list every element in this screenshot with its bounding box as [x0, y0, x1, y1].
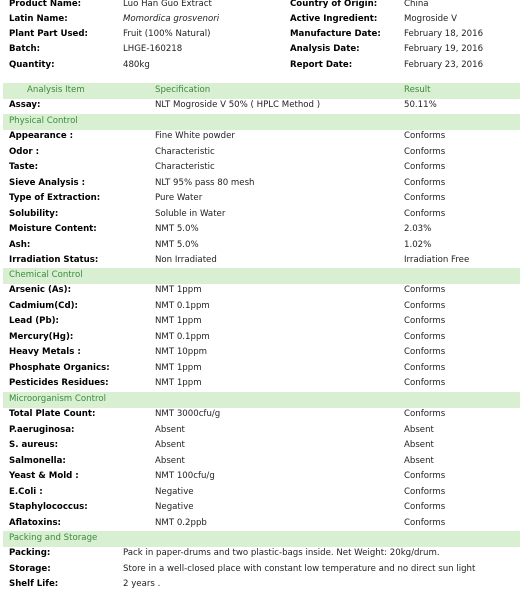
row-label: Moisture Content: — [9, 224, 97, 234]
row-result: 1.02% — [404, 239, 432, 250]
section-title-microorganism: Microorganism Control — [9, 394, 106, 404]
row-specification: NMT 5.0% — [155, 224, 199, 234]
table-row — [3, 129, 520, 145]
row-specification: Negative — [155, 486, 194, 497]
column-header-specification: Specification — [155, 85, 211, 95]
table-row — [3, 454, 520, 470]
row-label: P.aeruginosa: — [9, 424, 75, 435]
row-specification: NMT 1ppm — [155, 316, 202, 326]
row-specification: NMT 1ppm — [155, 378, 202, 388]
row-result: Conforms — [404, 331, 446, 342]
table-row — [3, 376, 520, 392]
header-row-5 — [3, 58, 520, 74]
row-label: Packing: — [9, 548, 51, 558]
analysis-date-value: February 19, 2016 — [404, 44, 484, 54]
table-row — [3, 145, 520, 161]
row-specification: Soluble in Water — [155, 208, 226, 219]
row-result: Conforms — [404, 177, 446, 188]
active-ingredient-label: Active Ingredient: — [290, 14, 378, 24]
row-label: Irradiation Status: — [9, 255, 99, 265]
row-label: Total Plate Count: — [9, 409, 96, 419]
product-name-value: Luo Han Guo Extract — [123, 0, 212, 9]
row-label: Odor : — [9, 146, 40, 157]
row-specification: NMT 10ppm — [155, 347, 208, 357]
row-specification: NMT 0.1ppm — [155, 331, 210, 342]
row-specification: NMT 3000cfu/g — [155, 409, 221, 419]
row-specification: Pure Water — [155, 193, 203, 203]
column-header-item: Analysis Item — [27, 85, 85, 95]
header-row-3 — [3, 27, 520, 43]
row-specification: Absent — [155, 455, 185, 466]
manufacture-date-label: Manufacture Date: — [290, 29, 381, 39]
column-header-result: Result — [404, 85, 431, 95]
row-label: Type of Extraction: — [9, 193, 101, 203]
assay-specification: NLT Mogroside V 50% ( HPLC Method ) — [155, 100, 321, 110]
table-row — [3, 469, 520, 485]
row-label: Ash: — [9, 239, 31, 250]
row-specification: NMT 0.1ppm — [155, 300, 210, 311]
table-row — [3, 577, 520, 593]
table-row — [3, 546, 520, 562]
row-result: Conforms — [404, 517, 446, 528]
assay-row — [3, 98, 520, 114]
row-specification: NMT 1ppm — [155, 362, 202, 373]
table-row — [3, 423, 520, 439]
header-row-2 — [3, 12, 520, 28]
row-result: Conforms — [404, 362, 446, 373]
table-row — [3, 345, 520, 361]
active-ingredient-value: Mogroside V — [404, 14, 457, 24]
row-result: Conforms — [404, 409, 446, 419]
analysis-date-label: Analysis Date: — [290, 44, 360, 54]
row-specification: NLT 95% pass 80 mesh — [155, 177, 255, 188]
row-text: Store in a well-closed place with constant low temperature and no direct sun light — [123, 563, 476, 574]
section-title-physical: Physical Control — [9, 116, 78, 126]
row-label: Cadmium(Cd): — [9, 300, 78, 311]
row-text: 2 years . — [123, 579, 161, 589]
row-result: Conforms — [404, 162, 446, 172]
assay-result: 50.11% — [404, 100, 437, 110]
assay-label: Assay: — [9, 100, 41, 110]
row-label: Mercury(Hg): — [9, 331, 74, 342]
row-specification: Fine White powder — [155, 131, 235, 141]
table-row — [3, 500, 520, 516]
table-row — [3, 160, 520, 176]
table-row — [3, 438, 520, 454]
section-packing-storage — [3, 531, 520, 547]
section-microorganism-control — [3, 392, 520, 408]
row-label: Pesticides Residues: — [9, 378, 109, 388]
table-row — [3, 407, 520, 423]
row-label: Lead (Pb): — [9, 316, 59, 326]
row-result: Absent — [404, 455, 434, 466]
row-result: Conforms — [404, 502, 446, 512]
batch-label: Batch: — [9, 44, 41, 54]
table-row — [3, 314, 520, 330]
latin-name-label: Latin Name: — [9, 14, 68, 24]
origin-value: China — [404, 0, 429, 9]
row-specification: Characteristic — [155, 146, 215, 157]
row-label: E.Coli : — [9, 486, 43, 497]
manufacture-date-value: February 18, 2016 — [404, 29, 484, 39]
table-row — [3, 361, 520, 377]
row-result: Conforms — [404, 131, 446, 141]
row-result: Conforms — [404, 486, 446, 497]
report-date-value: February 23, 2016 — [404, 60, 484, 70]
table-row — [3, 176, 520, 192]
product-name-label: Product Name: — [9, 0, 82, 9]
table-row — [3, 485, 520, 501]
table-row — [3, 562, 520, 578]
row-label: Taste: — [9, 162, 39, 172]
row-specification: NMT 5.0% — [155, 239, 199, 250]
row-specification: Absent — [155, 440, 185, 450]
report-date-label: Report Date: — [290, 60, 353, 70]
row-label: Staphylococcus: — [9, 502, 88, 512]
plant-part-label: Plant Part Used: — [9, 29, 88, 39]
table-row — [3, 253, 520, 269]
origin-label: Country of Origin: — [290, 0, 378, 9]
row-label: Yeast & Mold : — [9, 471, 79, 481]
row-specification: Non Irradiated — [155, 255, 217, 265]
row-result: Conforms — [404, 146, 446, 157]
section-title-packing: Packing and Storage — [9, 533, 98, 543]
row-result: Conforms — [404, 471, 446, 481]
table-row — [3, 191, 520, 207]
quantity-label: Quantity: — [9, 60, 55, 70]
row-specification: Characteristic — [155, 162, 215, 172]
row-result: Conforms — [404, 316, 446, 326]
row-result: Absent — [404, 440, 434, 450]
table-row — [3, 283, 520, 299]
header-row-1 — [3, 0, 520, 13]
row-label: Arsenic (As): — [9, 285, 72, 295]
row-specification: NMT 0.2ppb — [155, 517, 207, 528]
row-result: Conforms — [404, 300, 446, 311]
row-specification: NMT 100cfu/g — [155, 471, 215, 481]
row-label: Appearance : — [9, 131, 74, 141]
row-specification: NMT 1ppm — [155, 285, 202, 295]
section-title-chemical: Chemical Control — [9, 270, 83, 280]
table-row — [3, 222, 520, 238]
row-label: Heavy Metals : — [9, 347, 81, 357]
latin-name-value: Momordica grosvenori — [123, 14, 220, 24]
row-result: Conforms — [404, 347, 446, 357]
row-result: Conforms — [404, 193, 446, 203]
table-row — [3, 516, 520, 532]
row-label: Phosphate Organics: — [9, 362, 110, 373]
row-specification: Absent — [155, 424, 185, 435]
row-result: Irradiation Free — [404, 255, 470, 265]
table-row — [3, 330, 520, 346]
quantity-value: 480kg — [123, 60, 150, 70]
row-label: Solubility: — [9, 208, 59, 219]
row-result: Conforms — [404, 378, 446, 388]
row-label: Shelf Life: — [9, 579, 59, 589]
row-label: Sieve Analysis : — [9, 177, 86, 188]
row-label: S. aureus: — [9, 440, 59, 450]
table-row — [3, 238, 520, 254]
table-header — [3, 83, 520, 99]
row-result: Conforms — [404, 208, 446, 219]
section-physical-control — [3, 114, 520, 130]
row-label: Salmonella: — [9, 455, 66, 466]
row-result: 2.03% — [404, 224, 432, 234]
row-text: Pack in paper-drums and two plastic-bags inside. Net Weight: 20kg/drum. — [123, 548, 440, 558]
row-specification: Negative — [155, 502, 194, 512]
table-row — [3, 299, 520, 315]
row-result: Absent — [404, 424, 434, 435]
plant-part-value: Fruit (100% Natural) — [123, 29, 211, 39]
section-chemical-control — [3, 268, 520, 284]
row-label: Storage: — [9, 563, 51, 574]
row-result: Conforms — [404, 285, 446, 295]
header-row-4 — [3, 42, 520, 58]
batch-value: LHGE-160218 — [123, 44, 183, 54]
row-label: Aflatoxins: — [9, 517, 61, 528]
table-row — [3, 207, 520, 223]
